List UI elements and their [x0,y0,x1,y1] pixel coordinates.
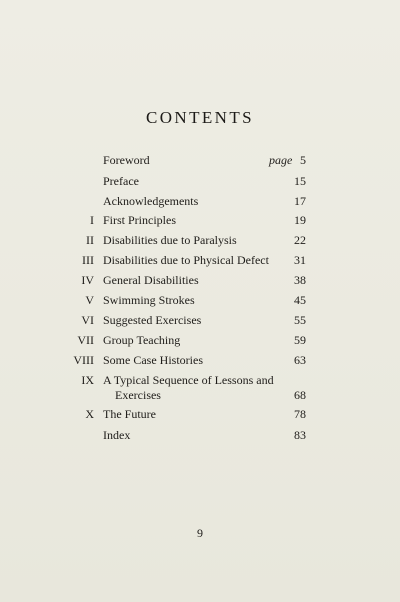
chapter-number: III [82,253,94,267]
chapter-title: Foreword [103,153,150,167]
chapter-title: Suggested Exercises [103,313,202,327]
page-number: 59 [294,333,306,347]
chapter-title: Acknowledgements [103,194,199,208]
page-number: 45 [294,293,306,307]
chapter-title [103,373,293,403]
chapter-title: Group Teaching [103,333,181,347]
page-number: 83 [294,428,306,442]
chapter-title: Disabilities due to Paralysis [103,233,237,247]
folio-page-number: 9 [197,526,203,540]
page-number: 19 [294,213,306,227]
page-number: 55 [294,313,306,327]
page-number: 78 [294,407,306,421]
chapter-number: IX [81,373,94,387]
chapter-number: IV [81,273,94,287]
chapter-number: VI [81,313,94,327]
chapter-title: The Future [103,407,156,421]
chapter-title: Disabilities due to Physical Defect [103,253,269,267]
chapter-title: Preface [103,174,139,188]
chapter-title: Some Case Histories [103,353,203,367]
page-number: 38 [294,273,306,287]
page-number: 63 [294,353,306,367]
chapter-title-line-1: A Typical Sequence of Lessons and [103,373,274,387]
chapter-title: Index [103,428,131,442]
page-number: 22 [294,233,306,247]
page-number: 17 [294,194,306,208]
chapter-title: General Disabilities [103,273,199,287]
page-title: CONTENTS [146,108,254,127]
page-number: 5 [300,153,306,167]
chapter-number: X [85,407,94,421]
chapter-title: Swimming Strokes [103,293,195,307]
page-number: 31 [294,253,306,267]
chapter-number: VII [77,333,94,347]
page-heading-label: page [269,153,293,167]
chapter-number: VIII [73,353,94,367]
chapter-title-line-2: Exercises [115,388,161,402]
page-number: 68 [294,388,306,402]
chapter-title: First Principles [103,213,177,227]
page-number: 15 [294,174,306,188]
chapter-number: V [85,293,94,307]
chapter-number: II [86,233,94,247]
chapter-number: I [90,213,94,227]
